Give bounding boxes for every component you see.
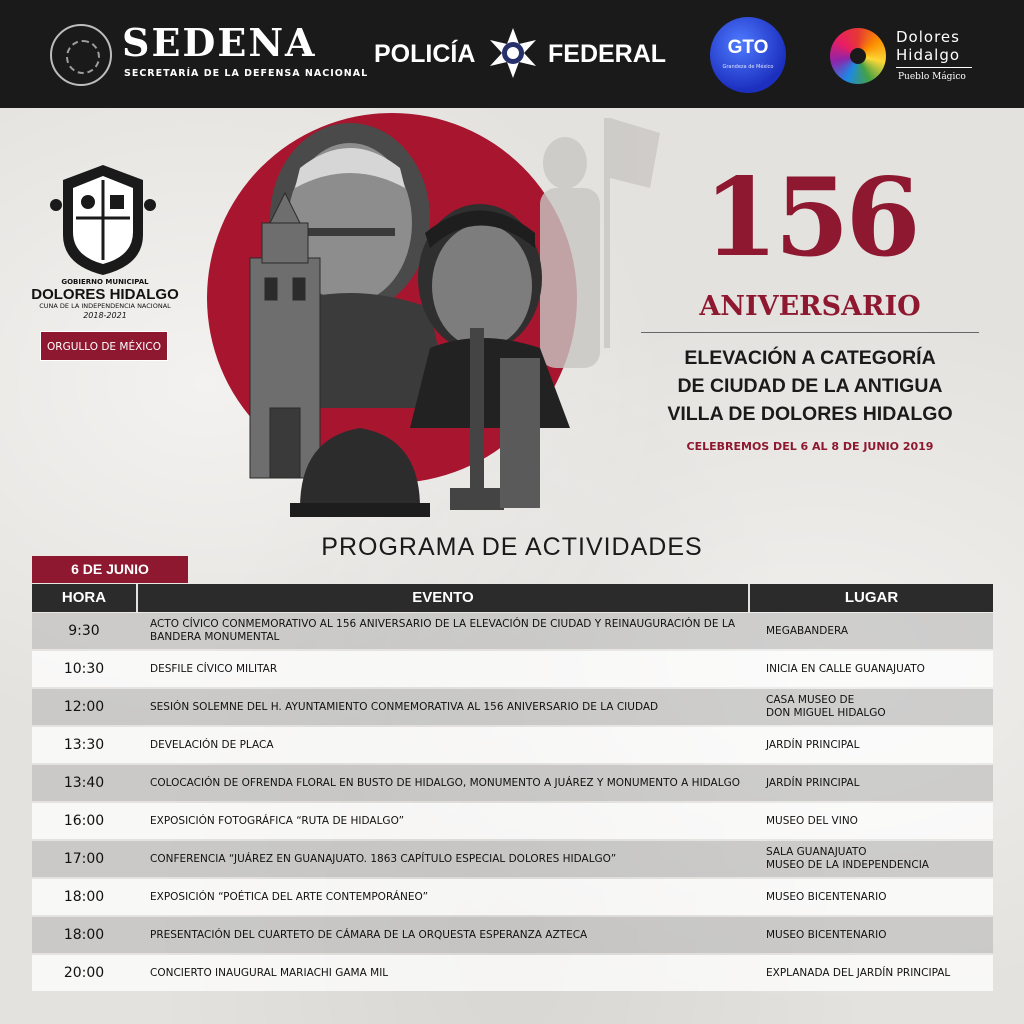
table-row: [32, 955, 993, 991]
row-evento: PRESENTACIÓN DEL CUARTETO DE CÁMARA DE LA ORQUESTA ESPERANZA AZTECA: [150, 928, 588, 941]
row-lugar: SALA GUANAJUATO MUSEO DE LA INDEPENDENCIA: [766, 846, 929, 871]
table-row: [32, 841, 993, 877]
row-hora: 20:00: [63, 965, 105, 981]
municipio-name: DOLORES HIDALGO: [31, 286, 179, 303]
table-row: [32, 879, 993, 915]
gto-logo-subtitle: Grandeza de México: [722, 64, 774, 70]
column-header-evento: EVENTO: [412, 589, 474, 606]
anniversary-number: 156: [703, 155, 917, 281]
row-evento: ACTO CÍVICO CONMEMORATIVO AL 156 ANIVERSARIO DE LA ELEVACIÓN DE CIUDAD Y REINAUGURACIÓN DE LA BANDERA MONUMENTAL: [150, 618, 736, 643]
federal-label: FEDERAL: [548, 40, 667, 68]
column-header-lugar: LUGAR: [844, 589, 899, 606]
row-lugar: MEGABANDERA: [766, 624, 849, 637]
table-row: [32, 727, 993, 763]
elevacion-line2: DE CIUDAD DE LA ANTIGUA: [677, 375, 943, 397]
dolores-logo-line2: Hidalgo: [896, 46, 961, 64]
dolores-hidalgo-swirl-logo: [830, 28, 886, 84]
row-lugar: MUSEO BICENTENARIO: [766, 890, 887, 903]
row-lugar: JARDÍN PRINCIPAL: [766, 738, 860, 751]
headline-divider: [641, 332, 979, 333]
row-lugar: EXPLANADA DEL JARDÍN PRINCIPAL: [766, 966, 951, 979]
dolores-logo-line1: Dolores: [896, 28, 960, 46]
sedena-title: SEDENA: [122, 20, 317, 65]
table-row: [32, 803, 993, 839]
gto-logo: [710, 17, 786, 93]
row-hora: 18:00: [63, 927, 105, 943]
row-evento: SESIÓN SOLEMNE DEL H. AYUNTAMIENTO CONMEMORATIVA AL 156 ANIVERSARIO DE LA CIUDAD: [150, 700, 659, 713]
row-lugar: MUSEO DEL VINO: [766, 814, 858, 827]
table-row: [32, 613, 993, 649]
row-evento: EXPOSICIÓN “POÉTICA DEL ARTE CONTEMPORÁNEO”: [150, 890, 429, 903]
row-evento: CONCIERTO INAUGURAL MARIACHI GAMA MIL: [150, 966, 389, 979]
row-hora: 10:30: [63, 661, 105, 677]
row-lugar: JARDÍN PRINCIPAL: [766, 776, 860, 789]
table-row: [32, 917, 993, 953]
pueblo-magico-label: Pueblo Mágico: [898, 72, 966, 82]
row-hora: 13:40: [63, 775, 105, 791]
row-hora: 12:00: [63, 699, 105, 715]
orgullo-de-mexico-badge: ORGULLO DE MÉXICO: [40, 331, 168, 361]
municipal-crest-icon: [48, 160, 158, 280]
day-tab: 6 DE JUNIO: [32, 556, 188, 583]
row-hora: 18:00: [63, 889, 105, 905]
sedena-seal-logo: [50, 24, 112, 86]
column-header-hora: HORA: [61, 589, 107, 606]
row-evento: DEVELACIÓN DE PLACA: [150, 738, 274, 751]
elevacion-line3: VILLA DE DOLORES HIDALGO: [667, 403, 953, 425]
row-hora: 17:00: [63, 851, 105, 867]
celebration-dates: CELEBREMOS DEL 6 AL 8 DE JUNIO 2019: [686, 440, 934, 453]
table-row: [32, 765, 993, 801]
table-header: [32, 584, 993, 612]
policia-federal-badge-icon: [486, 26, 540, 80]
aniversario-label: ANIVERSARIO: [699, 291, 921, 322]
row-evento: EXPOSICIÓN FOTOGRÁFICA “RUTA DE HIDALGO”: [150, 814, 405, 827]
table-row: [32, 689, 993, 725]
row-hora: 9:30: [68, 623, 100, 639]
flag-statue-icon: [540, 118, 660, 368]
policia-label: POLICÍA: [374, 40, 476, 68]
row-hora: 13:30: [63, 737, 105, 753]
gobierno-municipal-label: GOBIERNO MUNICIPAL: [61, 278, 149, 286]
logo-divider: [896, 67, 972, 68]
row-lugar: MUSEO BICENTENARIO: [766, 928, 887, 941]
table-row: [32, 651, 993, 687]
row-hora: 16:00: [63, 813, 105, 829]
program-title: PROGRAMA DE ACTIVIDADES: [321, 533, 703, 561]
row-evento: DESFILE CÍVICO MILITAR: [150, 662, 278, 675]
cuna-independencia-label: CUNA DE LA INDEPENDENCIA NACIONAL: [39, 302, 171, 310]
elevacion-text: [640, 344, 980, 428]
row-evento: CONFERENCIA “JUÁREZ EN GUANAJUATO. 1863 CAPÍTULO ESPECIAL DOLORES HIDALGO”: [150, 852, 617, 865]
gto-logo-text: GTO: [727, 37, 769, 58]
sponsor-header: [0, 0, 1024, 108]
row-evento: COLOCACIÓN DE OFRENDA FLORAL EN BUSTO DE HIDALGO, MONUMENTO A JUÁREZ Y MONUMENTO A HIDALGO: [150, 776, 740, 789]
row-lugar: INICIA EN CALLE GUANAJUATO: [766, 662, 925, 675]
administration-years: 2018-2021: [83, 311, 127, 320]
elevacion-line1: ELEVACIÓN A CATEGORÍA: [684, 347, 936, 369]
row-lugar: CASA MUSEO DE DON MIGUEL HIDALGO: [766, 694, 886, 719]
sedena-subtitle: SECRETARÍA DE LA DEFENSA NACIONAL: [124, 68, 369, 79]
